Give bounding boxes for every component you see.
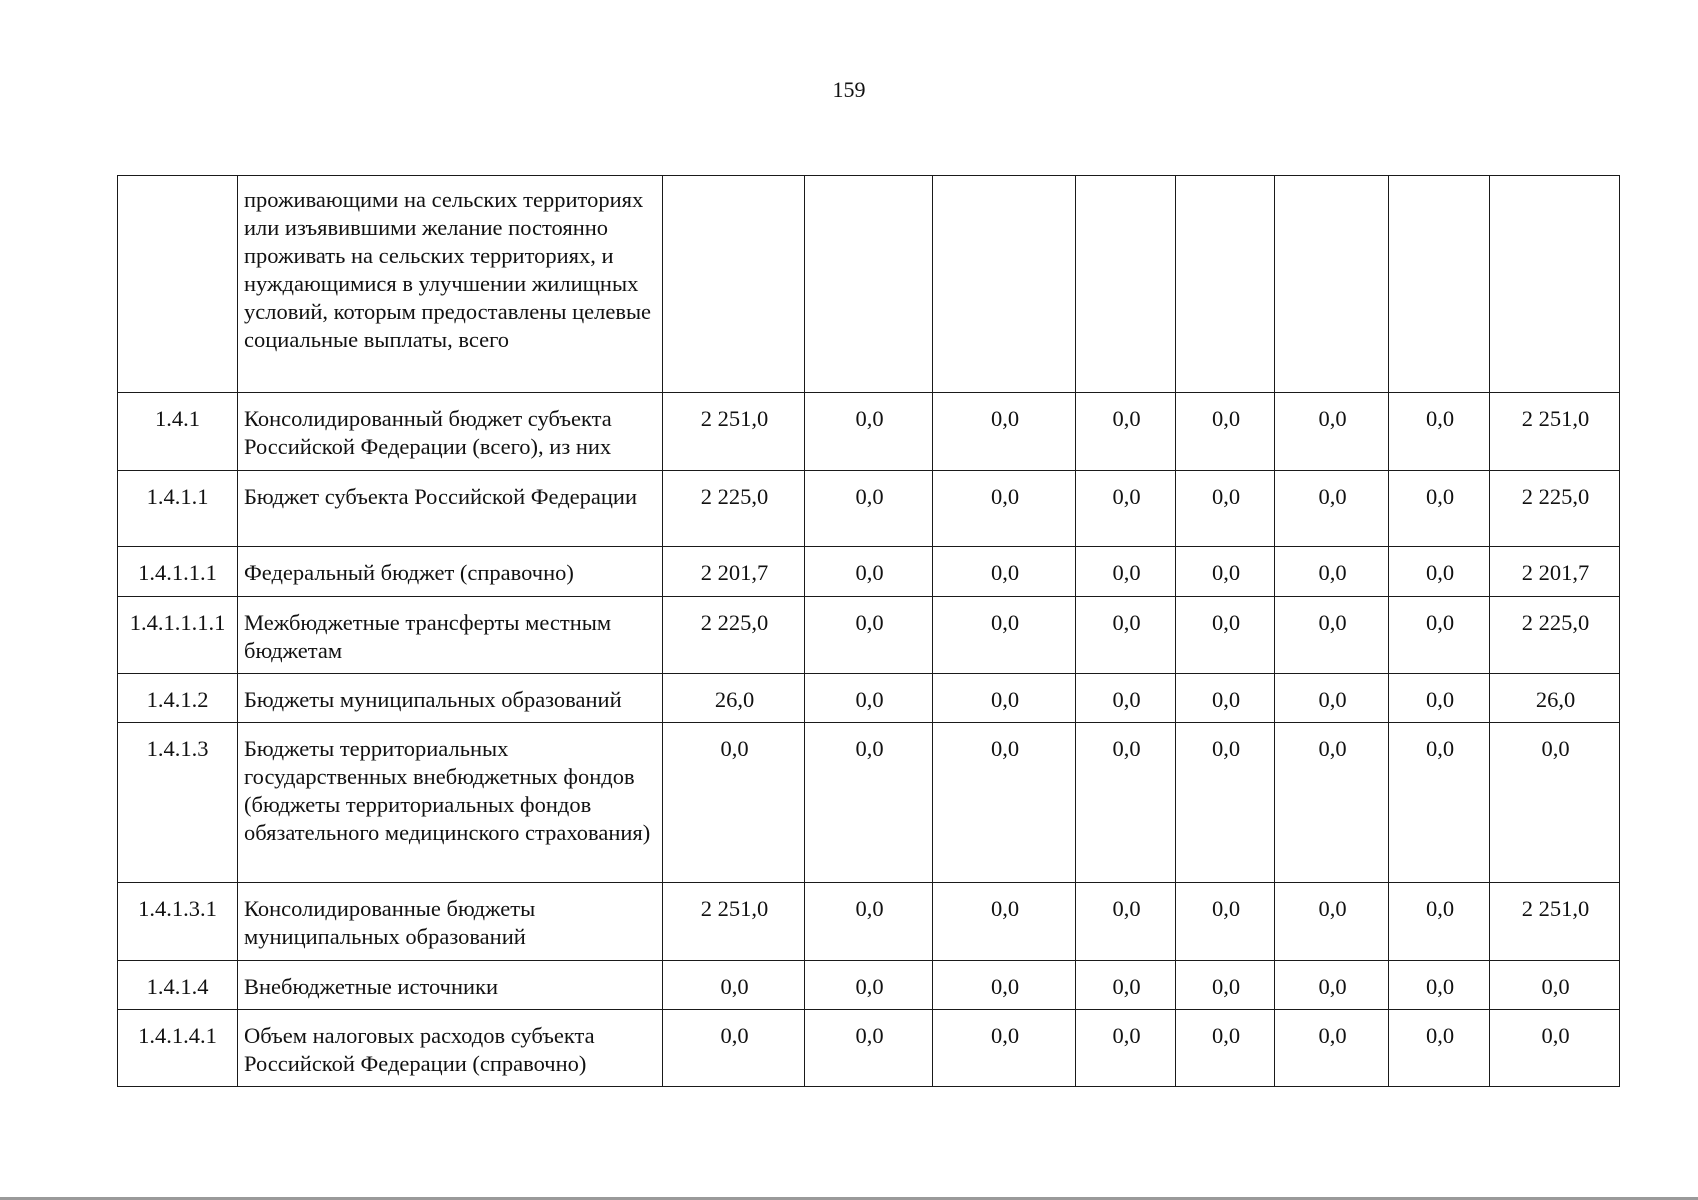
value-cell: 2 251,0 <box>663 393 805 471</box>
row-name-cell: Консолидированные бюджеты муниципальных образований <box>238 883 663 961</box>
value-cell: 0,0 <box>933 961 1076 1010</box>
value-cell: 0,0 <box>933 597 1076 674</box>
value-cell: 0,0 <box>1389 674 1490 723</box>
value-cell: 2 251,0 <box>663 883 805 961</box>
value-cell: 0,0 <box>933 883 1076 961</box>
value-cell: 0,0 <box>1076 547 1176 597</box>
value-cell: 0,0 <box>933 393 1076 471</box>
value-cell: 0,0 <box>1076 393 1176 471</box>
row-name-cell: Бюджеты муниципальных образований <box>238 674 663 723</box>
value-cell: 2 225,0 <box>663 471 805 547</box>
value-cell: 0,0 <box>1389 883 1490 961</box>
value-cell: 0,0 <box>1490 961 1620 1010</box>
value-cell: 0,0 <box>1275 597 1389 674</box>
value-cell: 0,0 <box>1076 1010 1176 1087</box>
table-row <box>118 1010 1620 1087</box>
value-cell: 26,0 <box>1490 674 1620 723</box>
value-cell: 0,0 <box>1176 547 1275 597</box>
value-cell: 0,0 <box>1176 723 1275 883</box>
value-cell: 0,0 <box>1490 1010 1620 1087</box>
value-cell <box>1076 176 1176 393</box>
value-cell: 0,0 <box>1389 597 1490 674</box>
value-cell: 0,0 <box>663 1010 805 1087</box>
value-cell: 0,0 <box>1076 597 1176 674</box>
value-cell: 0,0 <box>1176 393 1275 471</box>
value-cell: 26,0 <box>663 674 805 723</box>
value-cell: 0,0 <box>1389 547 1490 597</box>
value-cell: 0,0 <box>805 471 933 547</box>
value-cell: 0,0 <box>933 471 1076 547</box>
value-cell: 0,0 <box>1176 674 1275 723</box>
table-row <box>118 961 1620 1010</box>
value-cell <box>805 176 933 393</box>
table-row <box>118 883 1620 961</box>
row-name-cell: Бюджеты территориальных государственных внебюджетных фондов (бюджеты территориальных фондов обязательного медицинского страхования) <box>238 723 663 883</box>
value-cell: 2 201,7 <box>663 547 805 597</box>
row-name-cell: проживающими на сельских территориях или изъявившими желание постоянно проживать на сельских территориях, и нуждающимися в улучшении жилищных условий, которым предоставлены целевые социальные выплаты, всего <box>238 176 663 393</box>
value-cell: 0,0 <box>805 597 933 674</box>
table-row <box>118 674 1620 723</box>
table-row <box>118 393 1620 471</box>
value-cell: 0,0 <box>1389 1010 1490 1087</box>
value-cell: 0,0 <box>933 1010 1076 1087</box>
value-cell: 0,0 <box>1389 723 1490 883</box>
value-cell: 0,0 <box>663 961 805 1010</box>
table-row <box>118 597 1620 674</box>
row-code-cell: 1.4.1.1 <box>118 471 238 547</box>
value-cell: 0,0 <box>805 961 933 1010</box>
row-name-cell: Бюджет субъекта Российской Федерации <box>238 471 663 547</box>
value-cell: 0,0 <box>1490 723 1620 883</box>
value-cell: 0,0 <box>1176 597 1275 674</box>
value-cell: 0,0 <box>1275 1010 1389 1087</box>
row-code-cell: 1.4.1.1.1.1 <box>118 597 238 674</box>
value-cell: 2 225,0 <box>1490 597 1620 674</box>
page-number: 159 <box>832 77 866 102</box>
value-cell: 0,0 <box>933 723 1076 883</box>
value-cell <box>1490 176 1620 393</box>
value-cell <box>1389 176 1490 393</box>
table-row <box>118 471 1620 547</box>
value-cell: 0,0 <box>933 674 1076 723</box>
row-name-cell: Объем налоговых расходов субъекта Российской Федерации (справочно) <box>238 1010 663 1087</box>
row-name-cell: Межбюджетные трансферты местным бюджетам <box>238 597 663 674</box>
value-cell: 0,0 <box>1076 723 1176 883</box>
value-cell: 0,0 <box>1176 961 1275 1010</box>
value-cell: 0,0 <box>1275 723 1389 883</box>
value-cell: 2 225,0 <box>1490 471 1620 547</box>
value-cell: 2 251,0 <box>1490 393 1620 471</box>
value-cell: 0,0 <box>1076 471 1176 547</box>
value-cell: 0,0 <box>1275 674 1389 723</box>
value-cell <box>1176 176 1275 393</box>
value-cell <box>663 176 805 393</box>
value-cell: 0,0 <box>1389 961 1490 1010</box>
table-row <box>118 547 1620 597</box>
value-cell: 0,0 <box>805 1010 933 1087</box>
table-row <box>118 723 1620 883</box>
row-name-cell: Консолидированный бюджет субъекта Российской Федерации (всего), из них <box>238 393 663 471</box>
value-cell: 0,0 <box>1275 961 1389 1010</box>
value-cell: 0,0 <box>933 547 1076 597</box>
value-cell <box>1275 176 1389 393</box>
value-cell: 0,0 <box>1076 674 1176 723</box>
value-cell: 0,0 <box>1275 547 1389 597</box>
value-cell: 0,0 <box>663 723 805 883</box>
value-cell: 0,0 <box>1176 471 1275 547</box>
value-cell: 0,0 <box>805 547 933 597</box>
row-code-cell: 1.4.1 <box>118 393 238 471</box>
value-cell: 2 251,0 <box>1490 883 1620 961</box>
value-cell: 0,0 <box>1275 471 1389 547</box>
value-cell: 2 225,0 <box>663 597 805 674</box>
row-code-cell: 1.4.1.3.1 <box>118 883 238 961</box>
value-cell: 0,0 <box>1275 883 1389 961</box>
budget-table <box>117 175 1620 1087</box>
row-code-cell: 1.4.1.4.1 <box>118 1010 238 1087</box>
row-code-cell <box>118 176 238 393</box>
value-cell: 0,0 <box>1275 393 1389 471</box>
value-cell: 0,0 <box>1176 883 1275 961</box>
value-cell: 0,0 <box>1389 471 1490 547</box>
row-code-cell: 1.4.1.3 <box>118 723 238 883</box>
table-row <box>118 176 1620 393</box>
value-cell: 0,0 <box>805 674 933 723</box>
value-cell: 0,0 <box>1076 883 1176 961</box>
row-code-cell: 1.4.1.4 <box>118 961 238 1010</box>
row-name-cell: Федеральный бюджет (справочно) <box>238 547 663 597</box>
value-cell: 0,0 <box>805 883 933 961</box>
value-cell: 0,0 <box>1076 961 1176 1010</box>
value-cell: 0,0 <box>1176 1010 1275 1087</box>
value-cell: 0,0 <box>1389 393 1490 471</box>
value-cell: 2 201,7 <box>1490 547 1620 597</box>
value-cell: 0,0 <box>805 723 933 883</box>
row-code-cell: 1.4.1.2 <box>118 674 238 723</box>
value-cell <box>933 176 1076 393</box>
row-name-cell: Внебюджетные источники <box>238 961 663 1010</box>
row-code-cell: 1.4.1.1.1 <box>118 547 238 597</box>
value-cell: 0,0 <box>805 393 933 471</box>
